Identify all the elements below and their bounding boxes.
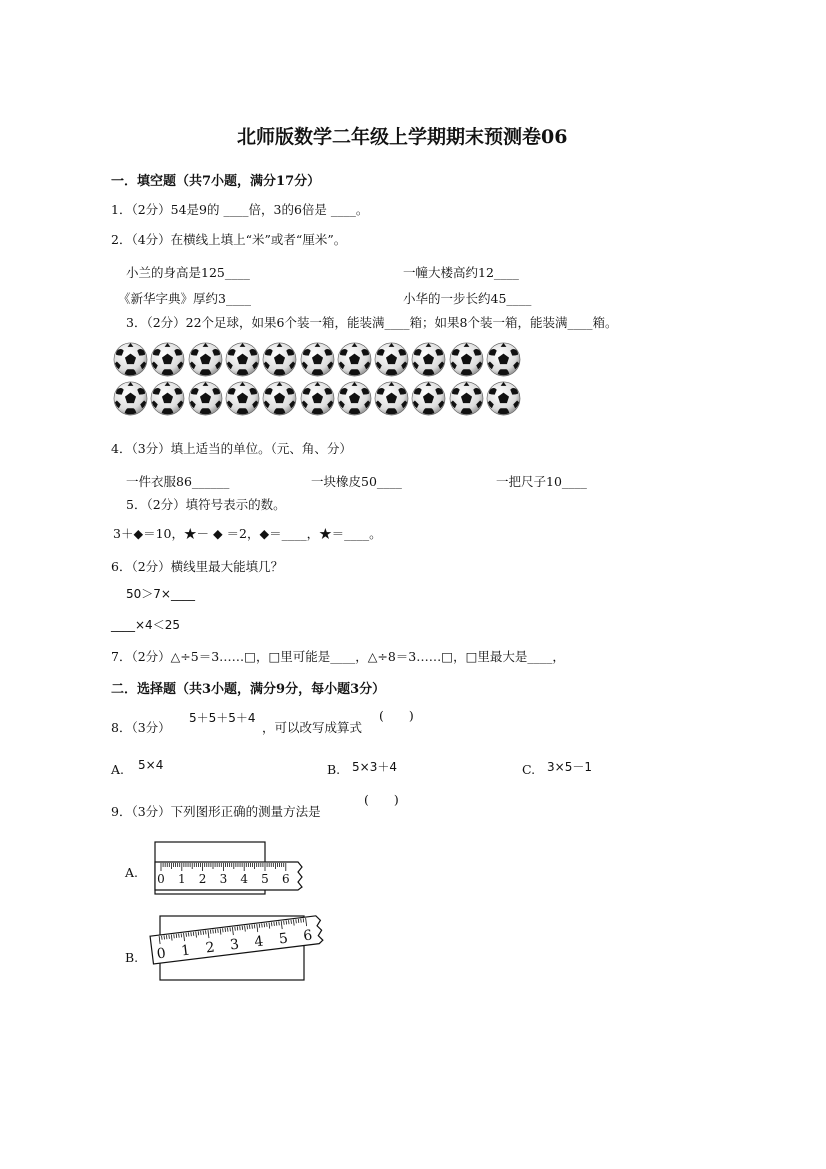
football-icon bbox=[225, 342, 260, 377]
question-6-line-1: 50＞7×____ bbox=[126, 587, 195, 601]
football-icon bbox=[374, 381, 409, 416]
ruler-number: 0 bbox=[155, 945, 167, 963]
question-4-item-3: 一把尺子10____ bbox=[496, 474, 587, 489]
football-icon bbox=[374, 342, 409, 377]
question-2-item-4: 小华的一步长约45____ bbox=[403, 291, 532, 306]
question-8-suffix: ，可以改写成算式 bbox=[262, 720, 363, 735]
option-9a-label: A. bbox=[125, 865, 139, 880]
ruler-number: 3 bbox=[219, 872, 228, 886]
football-icon bbox=[150, 381, 185, 416]
football-icon bbox=[337, 342, 372, 377]
football-icon bbox=[411, 381, 446, 416]
question-1: 1．（2分）54是9的 ____倍，3的6倍是 ____。 bbox=[111, 202, 369, 217]
question-8-expression: 5＋5＋5＋4 bbox=[189, 711, 256, 725]
question-6-line-2: ____×4＜25 bbox=[111, 618, 180, 632]
option-c-value: 3×5－1 bbox=[547, 760, 592, 774]
option-a-label: A. bbox=[111, 762, 125, 777]
question-2-item-1: 小兰的身高是125____ bbox=[126, 265, 250, 280]
football-icon bbox=[411, 342, 446, 377]
page-title: 北师版数学二年级上学期期末预测卷06 bbox=[237, 126, 568, 148]
question-2-item-2: 一幢大楼高约12____ bbox=[403, 265, 519, 280]
football-icon bbox=[225, 381, 260, 416]
question-2-item-3: 《新华字典》厚约3____ bbox=[118, 291, 251, 306]
option-9b-label: B. bbox=[125, 950, 139, 965]
question-4: 4．（3分）填上适当的单位。（元、角、分） bbox=[111, 441, 352, 456]
question-9-answer-paren: ( ) bbox=[364, 792, 399, 807]
football-icon bbox=[262, 381, 297, 416]
question-9: 9．（3分）下列图形正确的测量方法是 bbox=[111, 804, 321, 819]
question-8-prefix: 8．（3分） bbox=[111, 720, 171, 735]
football-icon bbox=[188, 381, 223, 416]
ruler-number: 5 bbox=[261, 872, 269, 886]
question-6: 6．（2分）横线里最大能填几？ bbox=[111, 559, 284, 574]
ruler-number: 4 bbox=[240, 872, 249, 886]
football-icon bbox=[486, 381, 521, 416]
ruler-number: 6 bbox=[302, 927, 314, 945]
question-7: 7．（2分）△÷5＝3……□，□里可能是____，△÷8＝3……□，□里最大是____， bbox=[111, 649, 565, 664]
question-8-answer-paren: ( ) bbox=[379, 708, 414, 723]
football-icon bbox=[300, 381, 335, 416]
question-4-item-2: 一块橡皮50____ bbox=[311, 474, 402, 489]
question-4-item-1: 一件衣服86______ bbox=[126, 474, 230, 489]
ruler-number: 2 bbox=[198, 872, 207, 886]
football-icon bbox=[188, 342, 223, 377]
section-1-heading: 一．填空题（共7小题，满分17分） bbox=[111, 174, 321, 189]
football-icon bbox=[113, 381, 148, 416]
football-icon bbox=[449, 342, 484, 377]
option-b-label: B. bbox=[327, 762, 341, 777]
question-3: 3．（2分）22个足球，如果6个装一箱，能装满____箱；如果8个装一箱，能装满____箱。 bbox=[126, 315, 618, 330]
ruler-number: 1 bbox=[177, 872, 186, 886]
question-5: 5．（2分）填符号表示的数。 bbox=[126, 497, 286, 512]
ruler-number: 3 bbox=[229, 936, 240, 954]
ruler-number: 4 bbox=[253, 933, 265, 951]
ruler-number: 6 bbox=[281, 872, 290, 886]
question-5-equation: 3＋◆＝10，★－ ◆ ＝2，◆＝____，★＝____。 bbox=[113, 526, 382, 541]
football-icon bbox=[113, 342, 148, 377]
football-icon bbox=[300, 342, 335, 377]
football-icon bbox=[262, 342, 297, 377]
ruler-figure-a bbox=[150, 838, 310, 896]
ruler-number: 2 bbox=[204, 939, 216, 957]
football-icon bbox=[337, 381, 372, 416]
section-2-heading: 二．选择题（共3小题，满分9分，每小题3分） bbox=[111, 682, 386, 697]
option-c-label: C. bbox=[522, 762, 536, 777]
football-illustration bbox=[113, 342, 523, 418]
football-icon bbox=[486, 342, 521, 377]
ruler-number: 5 bbox=[278, 930, 289, 948]
ruler-figure-b bbox=[148, 910, 338, 984]
football-icon bbox=[449, 381, 484, 416]
ruler-number: 1 bbox=[180, 942, 192, 960]
question-2: 2．（4分）在横线上填上“米”或者“厘米”。 bbox=[111, 232, 347, 247]
football-icon bbox=[150, 342, 185, 377]
option-b-value: 5×3＋4 bbox=[352, 760, 397, 774]
ruler-number: 0 bbox=[157, 872, 165, 886]
option-a-value: 5×4 bbox=[138, 758, 164, 772]
